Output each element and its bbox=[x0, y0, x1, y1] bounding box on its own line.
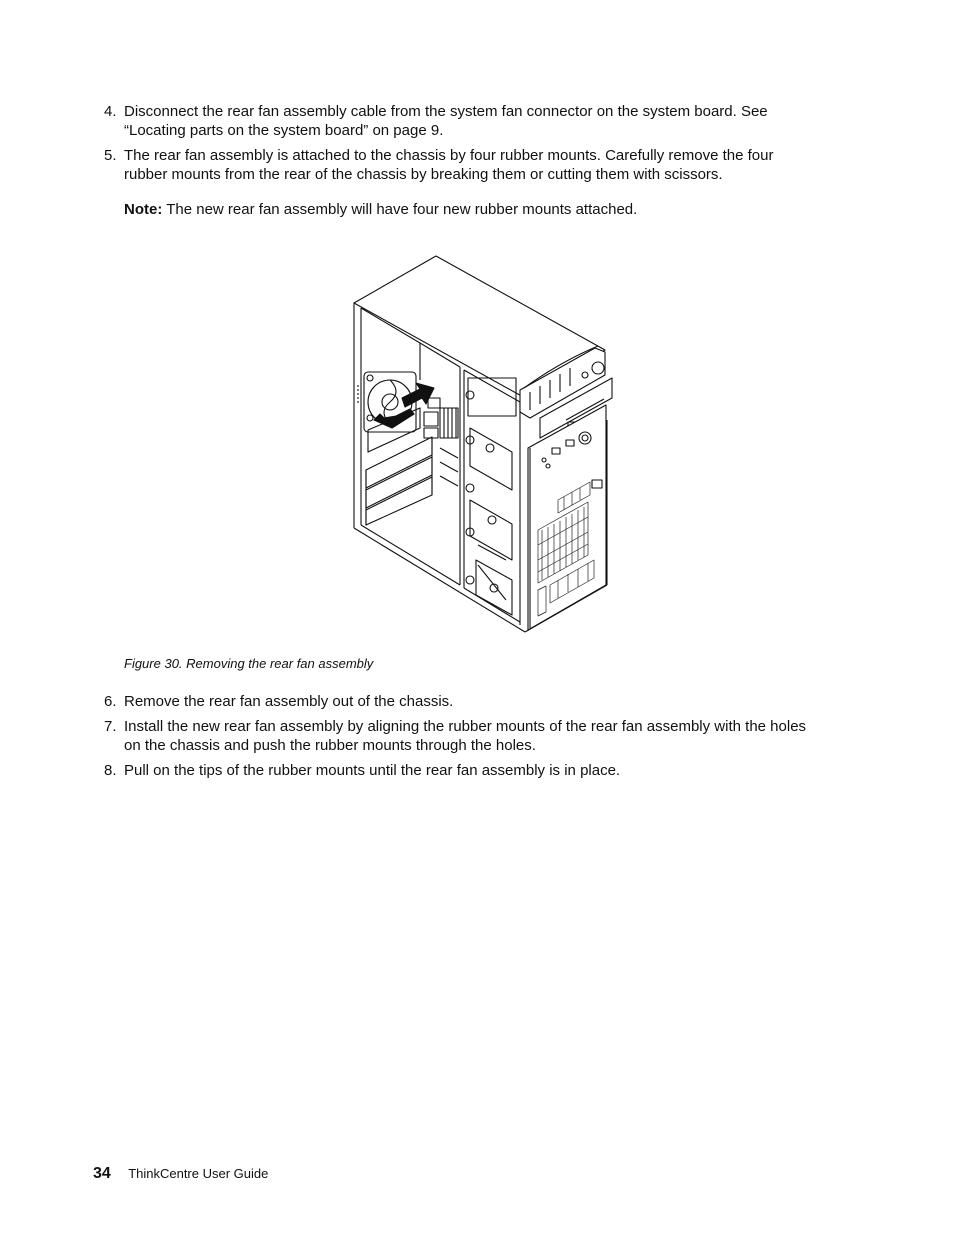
step-number: 7. bbox=[104, 718, 117, 735]
step-number: 4. bbox=[104, 103, 117, 120]
step-text-line: The rear fan assembly is attached to the chassis by four rubber mounts. Carefully remove the four bbox=[124, 147, 774, 164]
step-text-line: Disconnect the rear fan assembly cable from the system fan connector on the system board. See bbox=[124, 103, 768, 120]
front-panel bbox=[528, 405, 606, 630]
step-text-line: on the chassis and push the rubber mounts through the holes. bbox=[124, 737, 536, 754]
step-4 bbox=[104, 102, 849, 140]
note bbox=[124, 200, 637, 219]
page-footer bbox=[93, 1165, 268, 1183]
chassis-illustration bbox=[345, 250, 625, 640]
step-text-line: Remove the rear fan assembly out of the chassis. bbox=[124, 693, 454, 710]
drive-cage bbox=[460, 367, 520, 625]
note-label: Note: bbox=[124, 201, 163, 218]
step-number: 8. bbox=[104, 762, 117, 779]
step-6 bbox=[104, 692, 849, 711]
step-text-line: Install the new rear fan assembly by aligning the rubber mounts of the rear fan assembly with the holes bbox=[124, 718, 807, 735]
step-text-line: Pull on the tips of the rubber mounts until the rear fan assembly is in place. bbox=[124, 762, 621, 779]
step-number: 5. bbox=[104, 147, 117, 164]
figure-caption: Figure 30. Removing the rear fan assembly bbox=[124, 656, 374, 671]
step-text-line: “Locating parts on the system board” on page 9. bbox=[124, 122, 444, 139]
note-text: The new rear fan assembly will have four new rubber mounts attached. bbox=[166, 201, 638, 218]
step-text-line: rubber mounts from the rear of the chassis by breaking them or cutting them with scissors. bbox=[124, 166, 723, 183]
document-title: ThinkCentre User Guide bbox=[128, 1166, 269, 1181]
step-7 bbox=[104, 717, 849, 755]
expansion-slots bbox=[366, 408, 432, 525]
step-8 bbox=[104, 761, 849, 780]
page-number: 34 bbox=[93, 1165, 111, 1182]
step-number: 6. bbox=[104, 693, 117, 710]
step-5 bbox=[104, 146, 849, 184]
board-heatsink bbox=[440, 408, 458, 486]
